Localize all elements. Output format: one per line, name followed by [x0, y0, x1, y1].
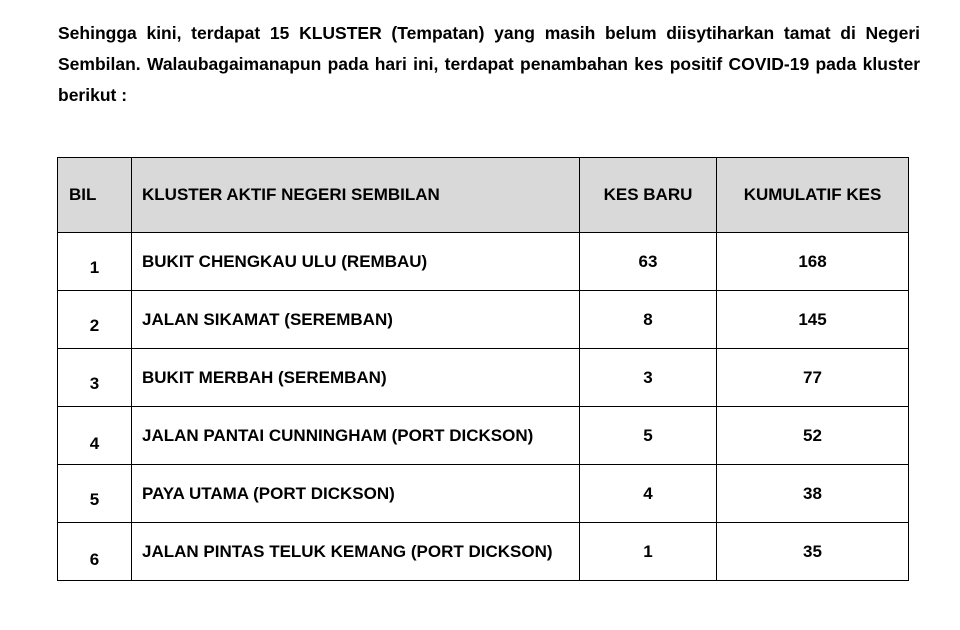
header-cluster: KLUSTER AKTIF NEGERI SEMBILAN — [132, 158, 580, 233]
table-row — [58, 523, 909, 581]
cluster-table — [57, 157, 909, 581]
row-new-cases: 8 — [580, 291, 717, 349]
row-bil: 3 — [58, 349, 132, 407]
table-row — [58, 233, 909, 291]
header-new-cases: KES BARU — [580, 158, 717, 233]
intro-text: Sehingga kini, terdapat 15 KLUSTER (Tempatan) yang masih belum diisytiharkan tamat di Negeri Sembilan. Walaubagaimanapun pada hari ini, terdapat penambahan kes positif COVID-19 pada kluster berikut : — [58, 23, 920, 105]
row-cumulative: 38 — [717, 465, 909, 523]
row-new-cases: 1 — [580, 523, 717, 581]
row-bil: 6 — [58, 523, 132, 581]
table-header — [58, 158, 909, 233]
table-row — [58, 349, 909, 407]
table-body — [58, 233, 909, 581]
row-cumulative: 168 — [717, 233, 909, 291]
row-new-cases: 5 — [580, 407, 717, 465]
header-cumulative: KUMULATIF KES — [717, 158, 909, 233]
row-bil: 4 — [58, 407, 132, 465]
row-cumulative: 145 — [717, 291, 909, 349]
row-cumulative: 77 — [717, 349, 909, 407]
intro-paragraph — [58, 18, 920, 111]
row-new-cases: 3 — [580, 349, 717, 407]
row-bil: 5 — [58, 465, 132, 523]
row-cluster: JALAN SIKAMAT (SEREMBAN) — [132, 291, 580, 349]
row-cumulative: 35 — [717, 523, 909, 581]
header-row — [58, 158, 909, 233]
row-cluster: JALAN PINTAS TELUK KEMANG (PORT DICKSON) — [132, 523, 580, 581]
row-cluster: BUKIT MERBAH (SEREMBAN) — [132, 349, 580, 407]
row-bil: 1 — [58, 233, 132, 291]
table-row — [58, 407, 909, 465]
row-cluster: BUKIT CHENGKAU ULU (REMBAU) — [132, 233, 580, 291]
row-cluster: JALAN PANTAI CUNNINGHAM (PORT DICKSON) — [132, 407, 580, 465]
table-row — [58, 291, 909, 349]
row-new-cases: 4 — [580, 465, 717, 523]
row-cumulative: 52 — [717, 407, 909, 465]
row-cluster: PAYA UTAMA (PORT DICKSON) — [132, 465, 580, 523]
row-bil: 2 — [58, 291, 132, 349]
row-new-cases: 63 — [580, 233, 717, 291]
table-row — [58, 465, 909, 523]
header-bil: BIL — [58, 158, 132, 233]
